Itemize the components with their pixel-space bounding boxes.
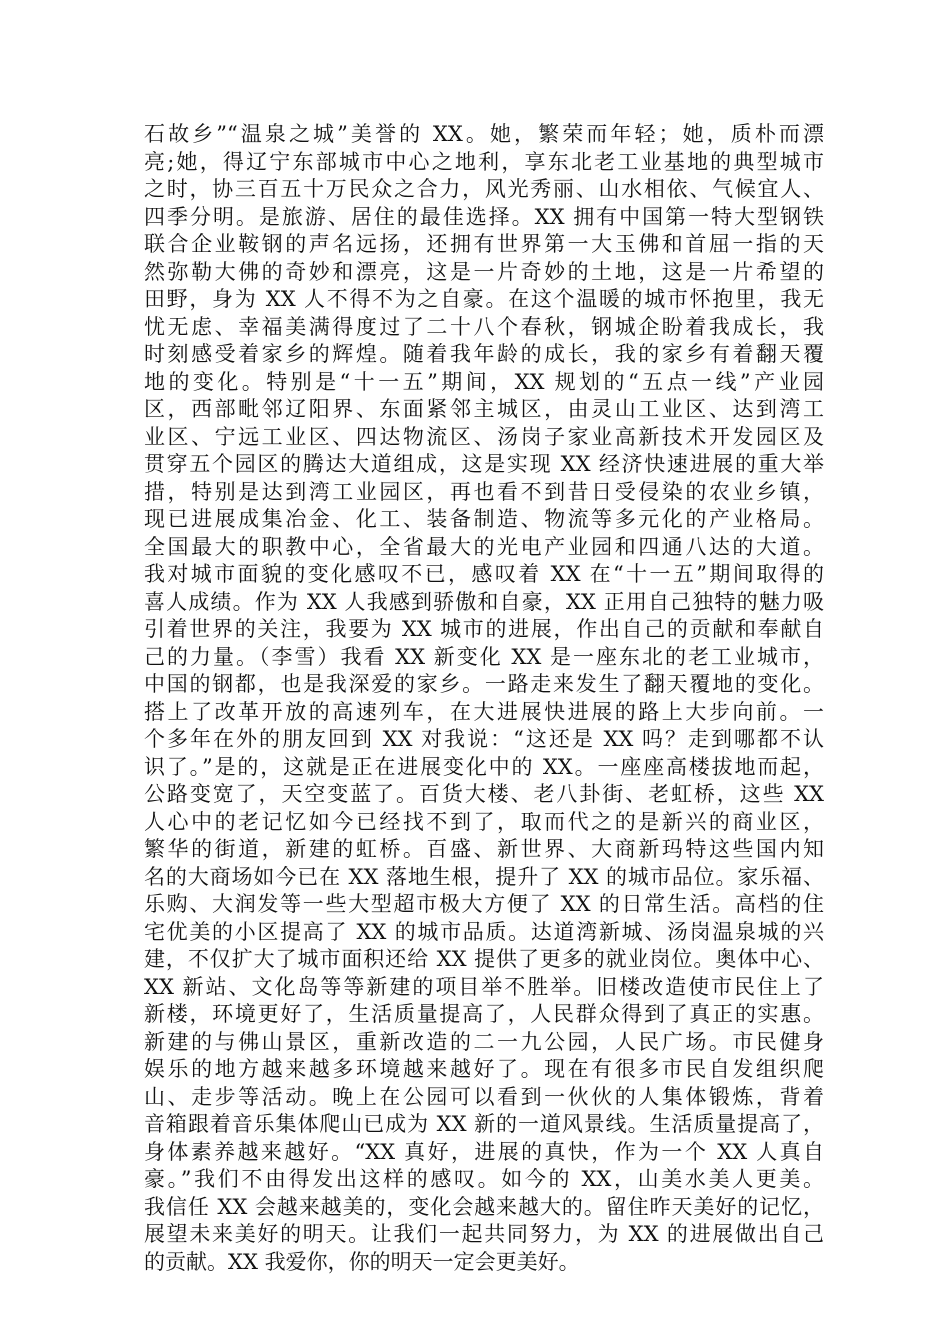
text-line: 建，不仅扩大了城市面积还给 XX 提供了更多的就业岗位。奥体中心、 bbox=[144, 947, 824, 971]
text-line: 联合企业鞍钢的声名远扬，还拥有世界第一大玉佛和首屈一指的天 bbox=[144, 232, 824, 256]
text-line: 展望未来美好的明天。让我们一起共同努力，为 XX 的进展做出自己 bbox=[144, 1222, 824, 1246]
text-line: 豪。”我们不由得发出这样的感叹。如今的 XX，山美水美人更美。 bbox=[144, 1167, 824, 1191]
text-line: 之时，协三百五十万民众之合力，风光秀丽、山水相依、气候宜人、 bbox=[144, 177, 824, 201]
text-line: 人心中的老记忆如今已经找不到了，取而代之的是新兴的商业区， bbox=[144, 809, 824, 834]
text-line: 中国的钢都，也是我深爱的家乡。一路走来发生了翻天覆地的变化。 bbox=[144, 672, 824, 696]
text-line: 贯穿五个园区的腾达大道组成，这是实现 XX 经济快速进展的重大举 bbox=[144, 452, 824, 476]
text-line: 己的力量。（李雪）我看 XX 新变化 XX 是一座东北的老工业城市， bbox=[144, 644, 824, 669]
text-line: 地的变化。特别是“十一五”期间，XX 规划的“五点一线”产业园 bbox=[144, 369, 824, 394]
text-line: 业区、宁远工业区、四达物流区、汤岗子家业高新技术开发园区及 bbox=[144, 424, 824, 449]
text-line: 我信任 XX 会越来越美的，变化会越来越大的。留住昨天美好的记忆， bbox=[144, 1194, 824, 1219]
text-line: 亮;她，得辽宁东部城市中心之地利，享东北老工业基地的典型城市 bbox=[144, 149, 824, 174]
text-line: 全国最大的职教中心，全省最大的光电产业园和四通八达的大道。 bbox=[144, 534, 824, 559]
text-line: 身体素养越来越好。“XX 真好，进展的真快，作为一个 XX 人真自 bbox=[144, 1139, 824, 1164]
text-line: 公路变宽了，天空变蓝了。百货大楼、老八卦街、老虹桥，这些 XX bbox=[144, 782, 824, 806]
text-line: 宅优美的小区提高了 XX 的城市品质。达道湾新城、汤岗温泉城的兴 bbox=[144, 919, 824, 944]
text-line: 忧无虑、幸福美满得度过了二十八个春秋，钢城企盼着我成长，我 bbox=[144, 314, 824, 339]
text-line: 乐购、大润发等一些大型超市极大方便了 XX 的日常生活。高档的住 bbox=[144, 892, 824, 916]
text-line: 我对城市面貌的变化感叹不已，感叹着 XX 在“十一五”期间取得的 bbox=[144, 562, 824, 586]
text-line: 时刻感受着家乡的辉煌。随着我年龄的成长，我的家乡有着翻天覆 bbox=[144, 342, 824, 366]
text-line: 新建的与佛山景区，重新改造的二一九公园，人民广场。市民健身 bbox=[144, 1029, 824, 1054]
text-line: 区，西部毗邻辽阳界、东面紧邻主城区，由灵山工业区、达到湾工 bbox=[144, 397, 824, 421]
text-line: 然弥勒大佛的奇妙和漂亮，这是一片奇妙的土地，这是一片希望的 bbox=[144, 259, 824, 284]
text-line: XX 新站、文化岛等等新建的项目举不胜举。旧楼改造使市民住上了 bbox=[144, 974, 824, 999]
text-line: 名的大商场如今已在 XX 落地生根，提升了 XX 的城市品位。家乐福、 bbox=[144, 864, 824, 889]
text-line: 新楼，环境更好了，生活质量提高了，人民群众得到了真正的实惠。 bbox=[144, 1002, 824, 1026]
text-line: 识了。”是的，这就是正在进展变化中的 XX。一座座高楼拔地而起， bbox=[144, 754, 824, 779]
text-line: 繁华的街道，新建的虹桥。百盛、新世界、大商新玛特这些国内知 bbox=[144, 837, 824, 861]
text-line: 石故乡”“温泉之城”美誉的 XX。她，繁荣而年轻；她，质朴而漂 bbox=[144, 122, 824, 146]
text-line: 山、走步等活动。晚上在公园可以看到一伙伙的人集体锻炼，背着 bbox=[144, 1084, 824, 1109]
text-line: 娱乐的地方越来越多环境越来越好了。现在有很多市民自发组织爬 bbox=[144, 1057, 824, 1081]
text-line: 音箱跟着音乐集体爬山已成为 XX 新的一道风景线。生活质量提高了， bbox=[144, 1112, 824, 1136]
text-line: 田野，身为 XX 人不得不为之自豪。在这个温暖的城市怀抱里，我无 bbox=[144, 287, 824, 311]
text-line: 措，特别是达到湾工业园区，再也看不到昔日受侵染的农业乡镇， bbox=[144, 479, 824, 504]
text-line: 现已进展成集冶金、化工、装备制造、物流等多元化的产业格局。 bbox=[144, 507, 824, 531]
text-line: 搭上了改革开放的高速列车，在大进展快进展的路上大步向前。一 bbox=[144, 699, 824, 724]
body-text bbox=[144, 121, 824, 1276]
text-line: 引着世界的关注，我要为 XX 城市的进展，作出自己的贡献和奉献自 bbox=[144, 617, 824, 641]
text-line: 喜人成绩。作为 XX 人我感到骄傲和自豪，XX 正用自己独特的魅力吸 bbox=[144, 589, 824, 614]
text-line: 个多年在外的朋友回到 XX 对我说：“这还是 XX 吗？走到哪都不认 bbox=[144, 727, 824, 751]
text-line: 四季分明。是旅游、居住的最佳选择。XX 拥有中国第一特大型钢铁 bbox=[144, 204, 824, 229]
text-line: 的贡献。XX 我爱你，你的明天一定会更美好。 bbox=[144, 1249, 580, 1274]
